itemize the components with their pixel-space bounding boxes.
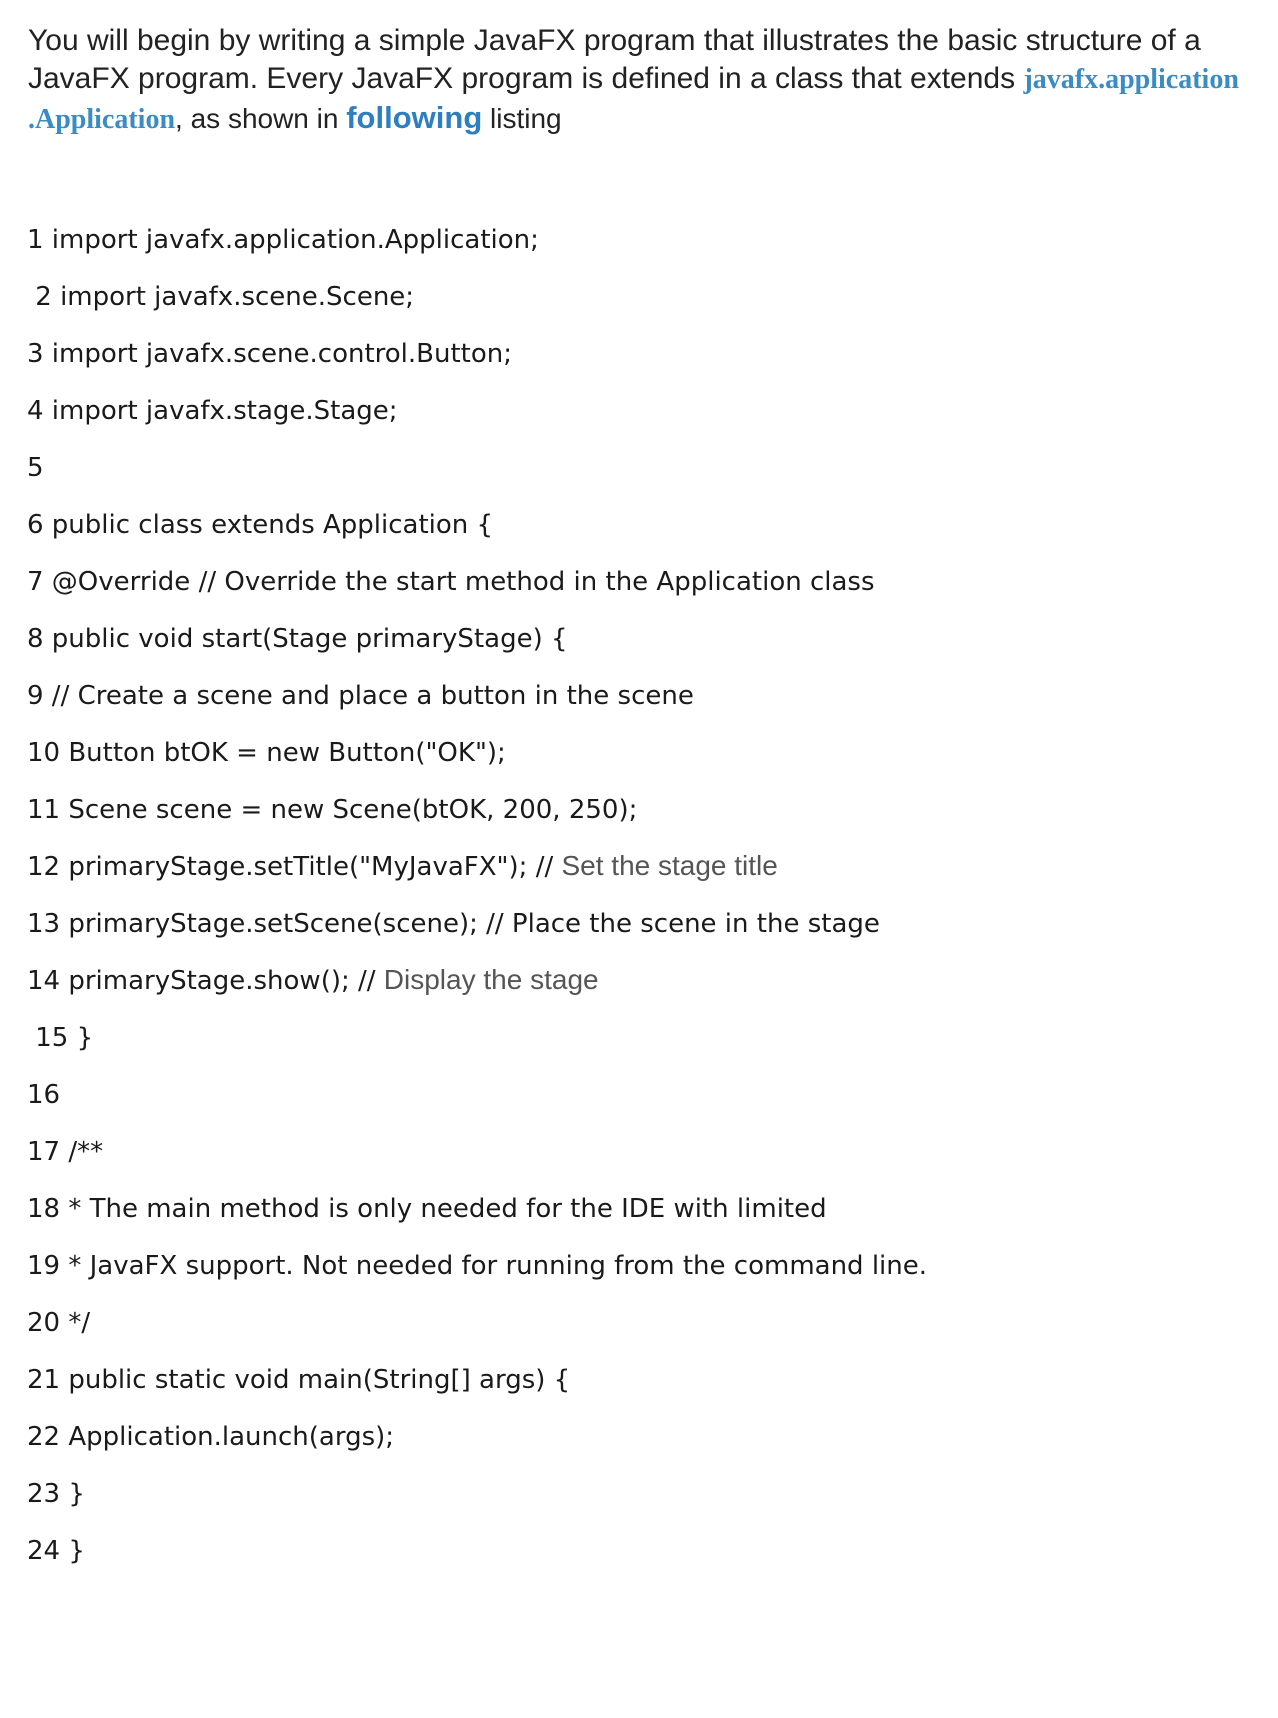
code-text: 6 public class extends Application { [27,510,494,540]
code-text: 1 import javafx.application.Application; [27,225,539,255]
code-text: 9 // Create a scene and place a button in the scene [27,681,694,711]
intro-text-listing: listing [482,103,562,134]
code-line [27,279,414,313]
code-line [27,393,398,427]
code-text: 15 } [27,1023,94,1053]
code-text: 10 Button btOK = new Button("OK"); [27,738,506,768]
code-text: 16 [27,1080,61,1110]
code-line [27,222,539,256]
code-text: 19 * JavaFX support. Not needed for running from the command line. [27,1251,928,1281]
code-line [27,1134,103,1168]
code-line [27,849,778,883]
code-line [27,963,599,997]
code-line [27,1191,827,1225]
code-text: 3 import javafx.scene.control.Button; [27,339,513,369]
code-line [27,1362,570,1396]
code-line [27,1248,927,1282]
code-text: 2 import javafx.scene.Scene; [27,282,415,312]
class-name-link[interactable]: javafx.application .Application [28,64,1239,135]
code-line [27,792,637,826]
code-line [27,1476,85,1510]
code-line [27,450,44,484]
code-text: 21 public static void main(String[] args) { [27,1365,571,1395]
code-line [27,507,493,541]
code-text: 4 import javafx.stage.Stage; [27,396,398,426]
intro-paragraph [28,22,1268,139]
code-line [27,564,875,598]
code-text: 18 * The main method is only needed for the IDE with limited [27,1194,827,1224]
code-line [27,735,506,769]
code-line [27,1305,90,1339]
code-text: 11 Scene scene = new Scene(btOK, 200, 250); [27,795,638,825]
code-text: 22 Application.launch(args); [27,1422,395,1452]
code-line [27,621,568,655]
code-text: 12 primaryStage.setTitle("MyJavaFX"); // [27,852,562,882]
code-comment: Display the stage [383,964,599,995]
code-line [27,1020,93,1054]
code-comment: Set the stage title [561,850,778,881]
code-text: 13 primaryStage.setScene(scene); // Place the scene in the stage [27,909,880,939]
code-line [27,1077,60,1111]
code-line [27,678,694,712]
code-text: 14 primaryStage.show(); // [27,966,384,996]
code-line [27,336,512,370]
code-text: 20 */ [27,1308,91,1338]
following-link[interactable]: following [346,100,483,135]
code-text: 17 /** [27,1137,104,1167]
code-line [27,1533,85,1567]
intro-text-part1: You will begin by writing a simple JavaFX program that illustrates the basic structure of a JavaFX program. Every JavaFX program is defined in a class that extends [28,24,1201,95]
code-text: 7 @Override // Override the start method in the Application class [27,567,875,597]
code-text: 8 public void start(Stage primaryStage) { [27,624,568,654]
code-line [27,1419,394,1453]
intro-text-part2: , as shown in [175,103,347,134]
code-line [27,906,880,940]
code-text: 23 } [27,1479,85,1509]
code-text: 24 } [27,1536,85,1566]
code-text: 5 [27,453,44,483]
